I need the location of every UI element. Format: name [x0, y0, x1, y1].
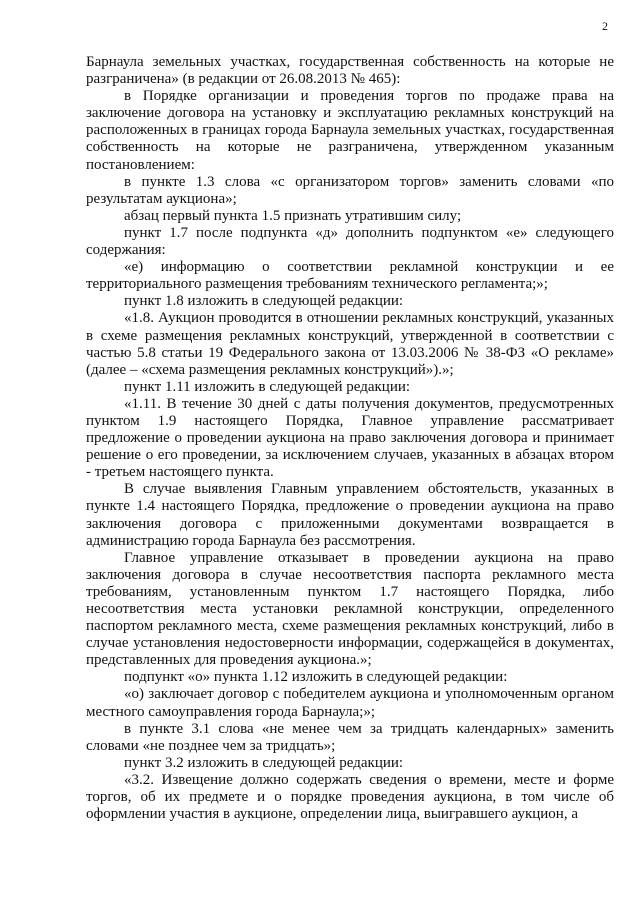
paragraph: «о) заключает договор с победителем аукциона и уполномоченным органом местного самоуправления города Барнаула;»; — [86, 686, 614, 720]
paragraph: подпункт «о» пункта 1.12 изложить в следующей редакции: — [124, 669, 508, 686]
page-number: 2 — [602, 19, 608, 33]
paragraph: «е) информацию о соответствии рекламной конструкции и ее территориального размещения требованиям технического регламента;»; — [86, 259, 614, 293]
paragraph: пункт 1.8 изложить в следующей редакции: — [124, 293, 404, 310]
paragraph: пункт 3.2 изложить в следующей редакции: — [124, 754, 404, 771]
paragraph: «1.8. Аукцион проводится в отношении рекламных конструкций, указанных в схеме размещения рекламных конструкций, утвержденной в соответствии с частью 5.8 статьи 19 Федерального закона от 13.03.2006 № 38-ФЗ «О рекламе» (далее – «схема размещения рекламных конструкций»).»; — [86, 310, 614, 378]
document-body — [86, 54, 614, 823]
paragraph: В случае выявления Главным управлением обстоятельств, указанных в пункте 1.4 настоящего Порядка, предложение о проведении аукциона на право заключения договора с приложенными документами возвращается в администрацию города Барнаула без рассмотрения. — [86, 481, 614, 549]
paragraph: пункт 1.11 изложить в следующей редакции: — [124, 378, 411, 395]
paragraph: пункт 1.7 после подпункта «д» дополнить подпунктом «е» следующего содержания: — [86, 224, 614, 259]
paragraph: абзац первый пункта 1.5 признать утратившим силу; — [124, 207, 462, 224]
paragraph: в Порядке организации и проведения торгов по продаже права на заключение договора на установку и эксплуатацию рекламных конструкций на расположенных в границах города Барнаула земельных участках, государственная собственность на которые не разграничена, утвержденном указанным постановлением: — [86, 88, 614, 173]
paragraph: «3.2. Извещение должно содержать сведения о времени, месте и форме торгов, об их предмете и о порядке проведения аукциона, в том числе об оформлении участия в аукционе, определении лица, выигравшего аукцион, а — [86, 771, 614, 823]
paragraph: Барнаула земельных участках, государственная собственность на которые не разграничена» (в редакции от 26.08.2013 № 465): — [86, 54, 614, 88]
paragraph: в пункте 3.1 слова «не менее чем за тридцать календарных» заменить словами «не позднее чем за тридцать»; — [86, 720, 614, 754]
paragraph: Главное управление отказывает в проведении аукциона на право заключения договора в случае несоответствия паспорта рекламного места требованиям, установленным пунктом 1.7 настоящего Порядка, либо несоответствия места установки рекламной конструкции, определенного паспортом рекламного места, схеме размещения рекламных конструкций, либо в случае установления недостоверности информации, содержащейся в документах, представленных для проведения аукциона.»; — [86, 549, 614, 669]
paragraph: «1.11. В течение 30 дней с даты получения документов, предусмотренных пунктом 1.9 настоящего Порядка, Главное управление рассматривает предложение о проведении аукциона на право заключения договора и принимает решение о его проведении, за исключением случаев, указанных в абзацах втором - третьем настоящего пункта. — [86, 395, 614, 481]
paragraph: в пункте 1.3 слова «с организатором торгов» заменить словами «по результатам аукциона»; — [86, 173, 614, 207]
